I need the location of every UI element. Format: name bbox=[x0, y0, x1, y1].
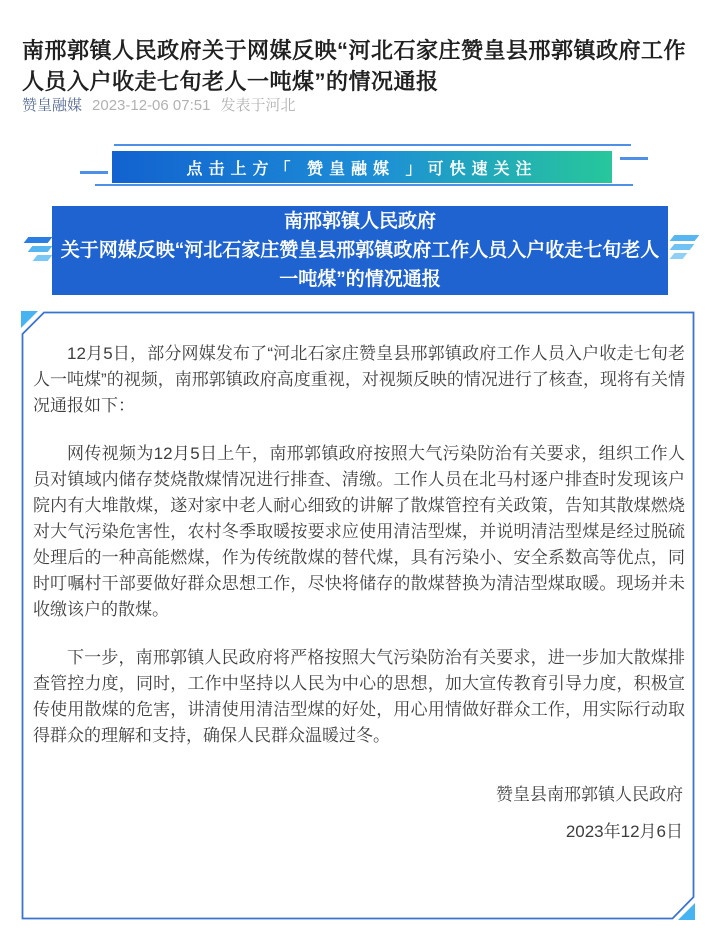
notice-header-org: 南邢郭镇人民政府 bbox=[283, 211, 436, 232]
speed-lines-right-icon bbox=[672, 235, 710, 259]
signature-date: 2023年12月6日 bbox=[565, 822, 683, 841]
account-link[interactable]: 赞皇融媒 bbox=[22, 97, 83, 114]
notice-body bbox=[33, 341, 685, 850]
article-title: 南邢郭镇人民政府关于网媒反映“河北石家庄赞皇县邢郭镇政府工作人员入户收走七旬老人一吨煤”的情况通报 bbox=[22, 37, 687, 94]
banner-bottom-line bbox=[95, 184, 633, 186]
banner-right-dash bbox=[620, 157, 648, 160]
corner-triangle-icon bbox=[678, 903, 695, 920]
body-paragraph-1: 12月5日，部分网媒发布了“河北石家庄赞皇县邢郭镇政府工作人员入户收走七旬老人一吨煤”的视频，南邢郭镇政府高度重视，对视频反映的情况进行了核查，现将有关情况通报如下： bbox=[33, 344, 685, 415]
signature-org: 赞皇县南邢郭镇人民政府 bbox=[496, 785, 683, 804]
speed-lines-left-icon bbox=[12, 237, 50, 261]
body-paragraph-2: 网传视频为12月5日上午，南邢郭镇政府按照大气污染防治有关要求，组织工作人员对镇域内储存焚烧散煤情况进行排查、清缴。工作人员在北马村逐户排查时发现该户院内有大堆散煤，遂对家中老人耐心细致的讲解了散煤管控有关政策，告知其散煤燃烧对大气污染危害性，农村冬季取暖按要求应使用清洁型煤，并说明清洁型煤是经过脱硫处理后的一种高能燃煤，作为传统散煤的替代煤，具有污染小、安全系数高等优点，同时叮嘱村干部要做好群众思想工作，尽快将储存的散煤替换为清洁型煤取暖。现场并未收缴该户的散煤。 bbox=[33, 444, 685, 619]
publish-time: 2023-12-06 07:51 bbox=[92, 97, 211, 114]
notice-header bbox=[52, 206, 668, 295]
notice-header-subject: 关于网媒反映“河北石家庄赞皇县邢郭镇政府工作人员入户收走七旬老人一吨煤”的情况通报 bbox=[60, 240, 660, 290]
follow-banner[interactable] bbox=[112, 151, 612, 183]
article-meta bbox=[22, 94, 698, 115]
publish-location: 发表于河北 bbox=[220, 97, 296, 114]
signature-block bbox=[33, 776, 685, 850]
follow-banner-text: 点击上方「 赞皇融媒 」可快速关注 bbox=[186, 160, 538, 178]
banner-left-dash bbox=[80, 171, 108, 174]
body-paragraph-3: 下一步，南邢郭镇人民政府将严格按照大气污染防治有关要求，进一步加大散煤排查管控力度，同时，工作中坚持以人民为中心的思想，加大宣传教育引导力度，积极宣传使用散煤的危害，讲清使用清洁型煤的好处，用心用情做好群众工作，用实际行动取得群众的理解和支持，确保人民群众温暖过冬。 bbox=[33, 648, 685, 745]
corner-triangle-icon bbox=[21, 311, 38, 328]
banner-top-line bbox=[114, 144, 631, 146]
